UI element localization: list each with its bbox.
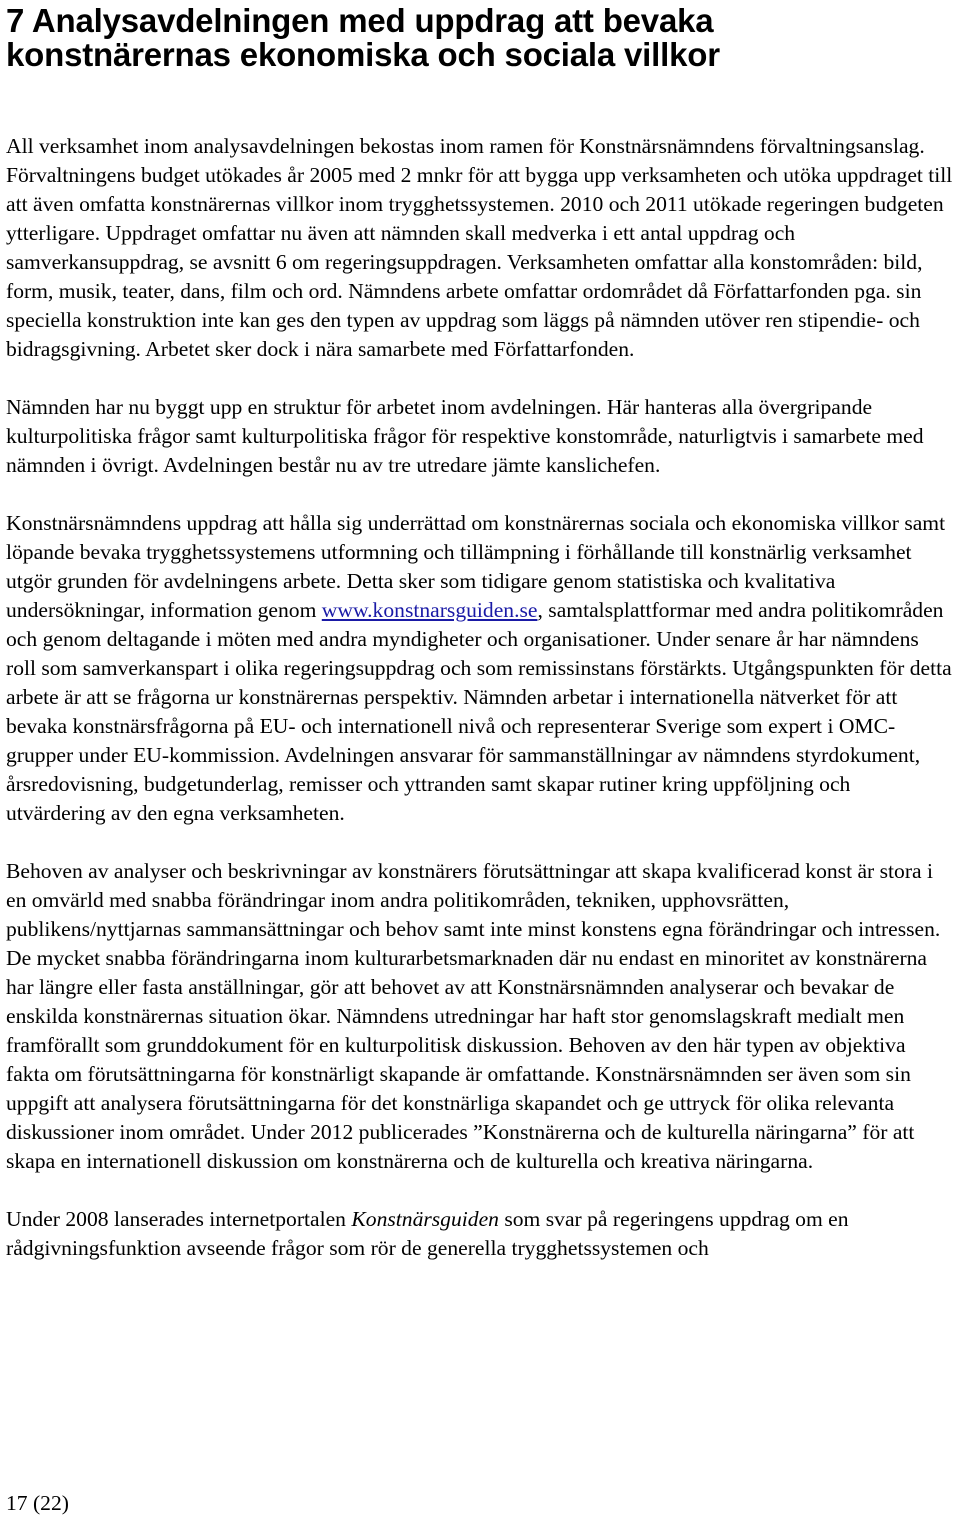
konstnarsguiden-title: Konstnärsguiden <box>351 1207 499 1231</box>
page-number: 17 (22) <box>6 1491 69 1515</box>
paragraph-portal-text-start: Under 2008 lanserades internetportalen <box>6 1207 352 1231</box>
paragraph-mission-text-end: , samtalsplattformar med andra politikområden och genom deltagande i möten med andra myndigheter och organisationer. Under senare år har nämndens roll som samverkanspart i olika regeringsuppdrag och som remissinstans förstärkts. Utgångspunkten för detta arbete är att se frågorna ur konstnärernas perspektiv. Nämnden arbetar i internationella nätverket för att bevaka konstnärsfrågorna på EU- och internationell nivå och representerar Sverige som expert i OMC-grupper under EU-kommission. Avdelningen ansvarar för sammanställningar av nämndens styrdokument, årsredovisning, budgetunderlag, remisser och yttranden samt skapar rutiner kring uppföljning och utvärdering av den egna verksamheten. <box>6 598 952 825</box>
section-heading-line-1: 7 Analysavdelningen med uppdrag att bevaka <box>6 2 714 39</box>
paragraph-funding: All verksamhet inom analysavdelningen bekostas inom ramen för Konstnärsnämndens förvaltningsanslag. Förvaltningens budget utökades år 2005 med 2 mnkr för att bygga upp verksamheten och utöka uppdraget till att även omfatta konstnärernas villkor inom trygghetssystemen. 2010 och 2011 utökade regeringen budgeten ytterligare. Uppdraget omfattar nu även att nämnden skall medverka i ett antal uppdrag och samverkansuppdrag, se avsnitt 6 om regeringsuppdragen. Verksamheten omfattar alla konstområden: bild, form, musik, teater, dans, film och ord. Nämndens arbete omfattar ordområdet då Författarfonden pga. sin speciella konstruktion inte kan ges den typen av uppdrag som läggs på nämnden utöver ren stipendie- och bidragsgivning. Arbetet sker dock i nära samarbete med Författarfonden. <box>6 134 953 361</box>
paragraph-mission <box>6 509 954 828</box>
konstnarsguiden-link[interactable]: www.konstnarsguiden.se <box>321 598 538 622</box>
paragraph-structure: Nämnden har nu byggt upp en struktur för arbetet inom avdelningen. Här hanteras alla övergripande kulturpolitiska frågor samt kulturpolitiska frågor för respektive konstområde, naturligtvis i samarbete med nämnden i övrigt. Avdelningen består nu av tre utredare jämte kanslichefen. <box>6 395 924 477</box>
paragraph-portal-text-end: som svar på regeringens uppdrag om en rådgivningsfunktion avseende frågor som rör de generella trygghetssystemen och <box>6 1207 849 1260</box>
section-heading-line-2: konstnärernas ekonomiska och sociala villkor <box>6 36 720 73</box>
paragraph-mission-text-start: Konstnärsnämndens uppdrag att hålla sig underrättad om konstnärernas sociala och ekonomiska villkor samt löpande bevaka trygghetssystemens utformning och tillämpning i förhållande till konstnärlig verksamhet utgör grunden för avdelningens arbete. Detta sker som tidigare genom statistiska och kvalitativa undersökningar, information genom <box>6 511 946 622</box>
section-heading <box>6 4 954 72</box>
paragraph-portal <box>6 1205 954 1263</box>
paragraph-analysis-needs: Behoven av analyser och beskrivningar av konstnärers förutsättningar att skapa kvalificerad konst är stora i en omvärld med snabba förändringar inom andra politikområden, tekniken, upphovsrätten, publikens/nyttjarnas sammansättningar och behov samt inte minst konstens egna förändringar och intressen. De mycket snabba förändringarna inom kulturarbetsmarknaden där nu endast en minoritet av konstnärerna har längre eller fasta anställningar, gör att behovet av att Konstnärsnämnden analyserar och bevakar de enskilda konstnärernas situation ökar. Nämndens utredningar har haft stor genomslagskraft medialt men framförallt som grunddokument för en kulturpolitisk diskussion. Behoven av den här typen av objektiva fakta om förutsättningarna för konstnärligt skapande är omfattande. Konstnärsnämnden ser även som sin uppgift att analysera förutsättningarna för det konstnärliga skapandet och ge uttryck för olika relevanta diskussioner inom området. Under 2012 publicerades ”Konstnärerna och de kulturella näringarna” för att skapa en internationell diskussion om konstnärerna och de kulturella och kreativa näringarna. <box>6 859 941 1173</box>
